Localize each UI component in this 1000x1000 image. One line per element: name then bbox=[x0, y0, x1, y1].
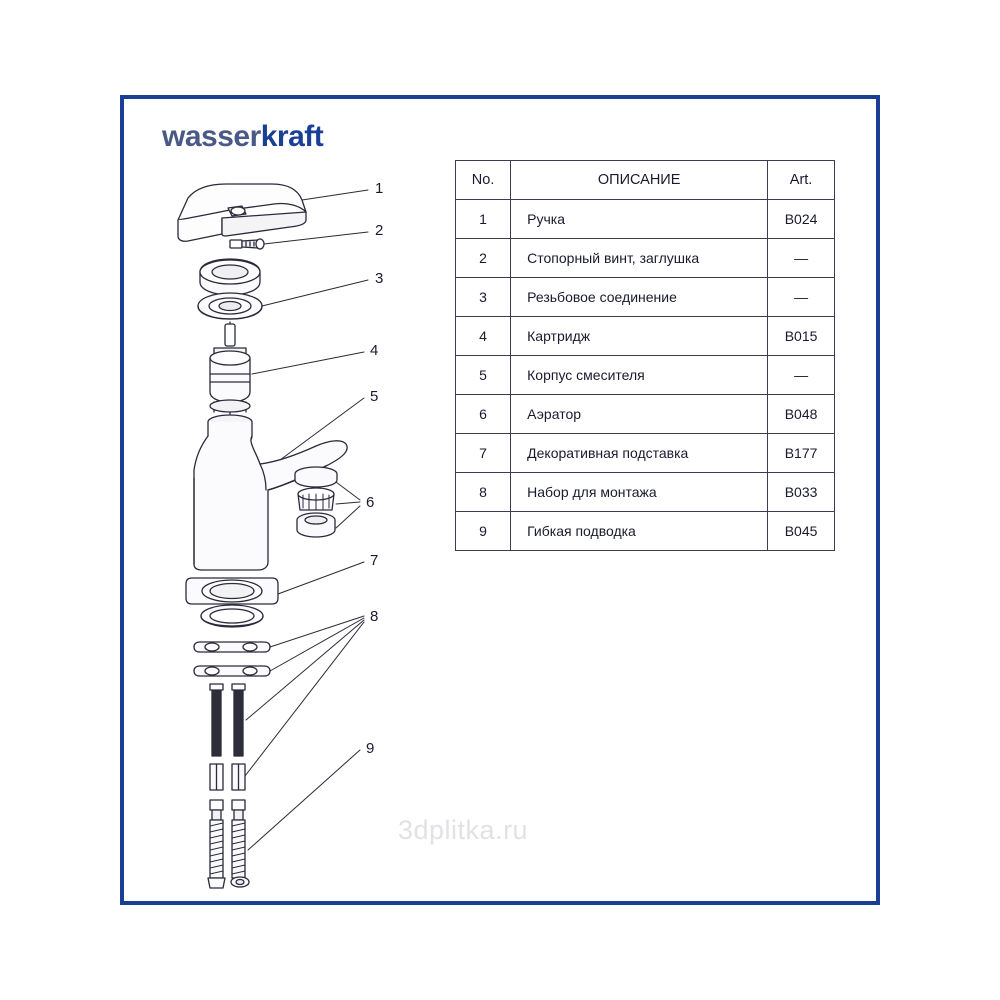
callout-5: 5 bbox=[370, 388, 379, 405]
row-art: — bbox=[768, 239, 835, 278]
row-no: 2 bbox=[456, 239, 511, 278]
row-no: 4 bbox=[456, 317, 511, 356]
callout-6: 6 bbox=[366, 494, 375, 511]
faucet-exploded-svg bbox=[130, 160, 460, 890]
row-art: B024 bbox=[768, 200, 835, 239]
part-cartridge bbox=[210, 322, 250, 414]
table-row bbox=[456, 239, 835, 278]
row-no: 6 bbox=[456, 395, 511, 434]
row-description: Корпус смесителя bbox=[511, 356, 768, 395]
row-art: B015 bbox=[768, 317, 835, 356]
table-row bbox=[456, 356, 835, 395]
row-art: B033 bbox=[768, 473, 835, 512]
row-art: B048 bbox=[768, 395, 835, 434]
row-description: Аэратор bbox=[511, 395, 768, 434]
callout-7: 7 bbox=[370, 552, 379, 569]
row-description: Картридж bbox=[511, 317, 768, 356]
row-description: Набор для монтажа bbox=[511, 473, 768, 512]
part-aerator bbox=[295, 467, 337, 537]
part-screw-plug bbox=[230, 239, 264, 249]
part-handle bbox=[178, 184, 306, 241]
row-art: B177 bbox=[768, 434, 835, 473]
table-header-row bbox=[456, 161, 835, 200]
callout-3: 3 bbox=[375, 270, 384, 287]
brand-logo bbox=[162, 120, 323, 154]
header-art: Art. bbox=[768, 161, 835, 200]
row-no: 5 bbox=[456, 356, 511, 395]
row-description: Резьбовое соединение bbox=[511, 278, 768, 317]
callout-9: 9 bbox=[366, 740, 375, 757]
table-row bbox=[456, 278, 835, 317]
callout-8: 8 bbox=[370, 608, 379, 625]
row-description: Ручка bbox=[511, 200, 768, 239]
parts-table bbox=[455, 160, 835, 551]
watermark: 3dplitka.ru bbox=[398, 815, 529, 845]
table-row bbox=[456, 473, 835, 512]
table-row bbox=[456, 317, 835, 356]
table-row bbox=[456, 512, 835, 551]
row-art: — bbox=[768, 278, 835, 317]
row-no: 1 bbox=[456, 200, 511, 239]
row-no: 7 bbox=[456, 434, 511, 473]
table-row bbox=[456, 200, 835, 239]
callout-1: 1 bbox=[375, 180, 384, 197]
exploded-parts-drawing bbox=[130, 160, 460, 890]
row-description: Стопорный винт, заглушка bbox=[511, 239, 768, 278]
part-threaded-connection bbox=[198, 259, 262, 319]
row-description: Гибкая подводка bbox=[511, 512, 768, 551]
brand-logo-part2: kraft bbox=[260, 120, 324, 153]
row-no: 9 bbox=[456, 512, 511, 551]
header-description: ОПИСАНИЕ bbox=[511, 161, 768, 200]
part-flexible-hose bbox=[208, 800, 249, 888]
row-no: 3 bbox=[456, 278, 511, 317]
row-no: 8 bbox=[456, 473, 511, 512]
header-no: No. bbox=[456, 161, 511, 200]
part-decorative-base bbox=[186, 578, 278, 627]
table-row bbox=[456, 395, 835, 434]
row-art: B045 bbox=[768, 512, 835, 551]
callout-4: 4 bbox=[370, 342, 379, 359]
brand-logo-part1: wasser bbox=[162, 120, 261, 153]
table-row bbox=[456, 434, 835, 473]
callout-2: 2 bbox=[375, 222, 384, 239]
row-art: — bbox=[768, 356, 835, 395]
part-mounting-kit bbox=[194, 642, 270, 790]
row-description: Декоративная подставка bbox=[511, 434, 768, 473]
